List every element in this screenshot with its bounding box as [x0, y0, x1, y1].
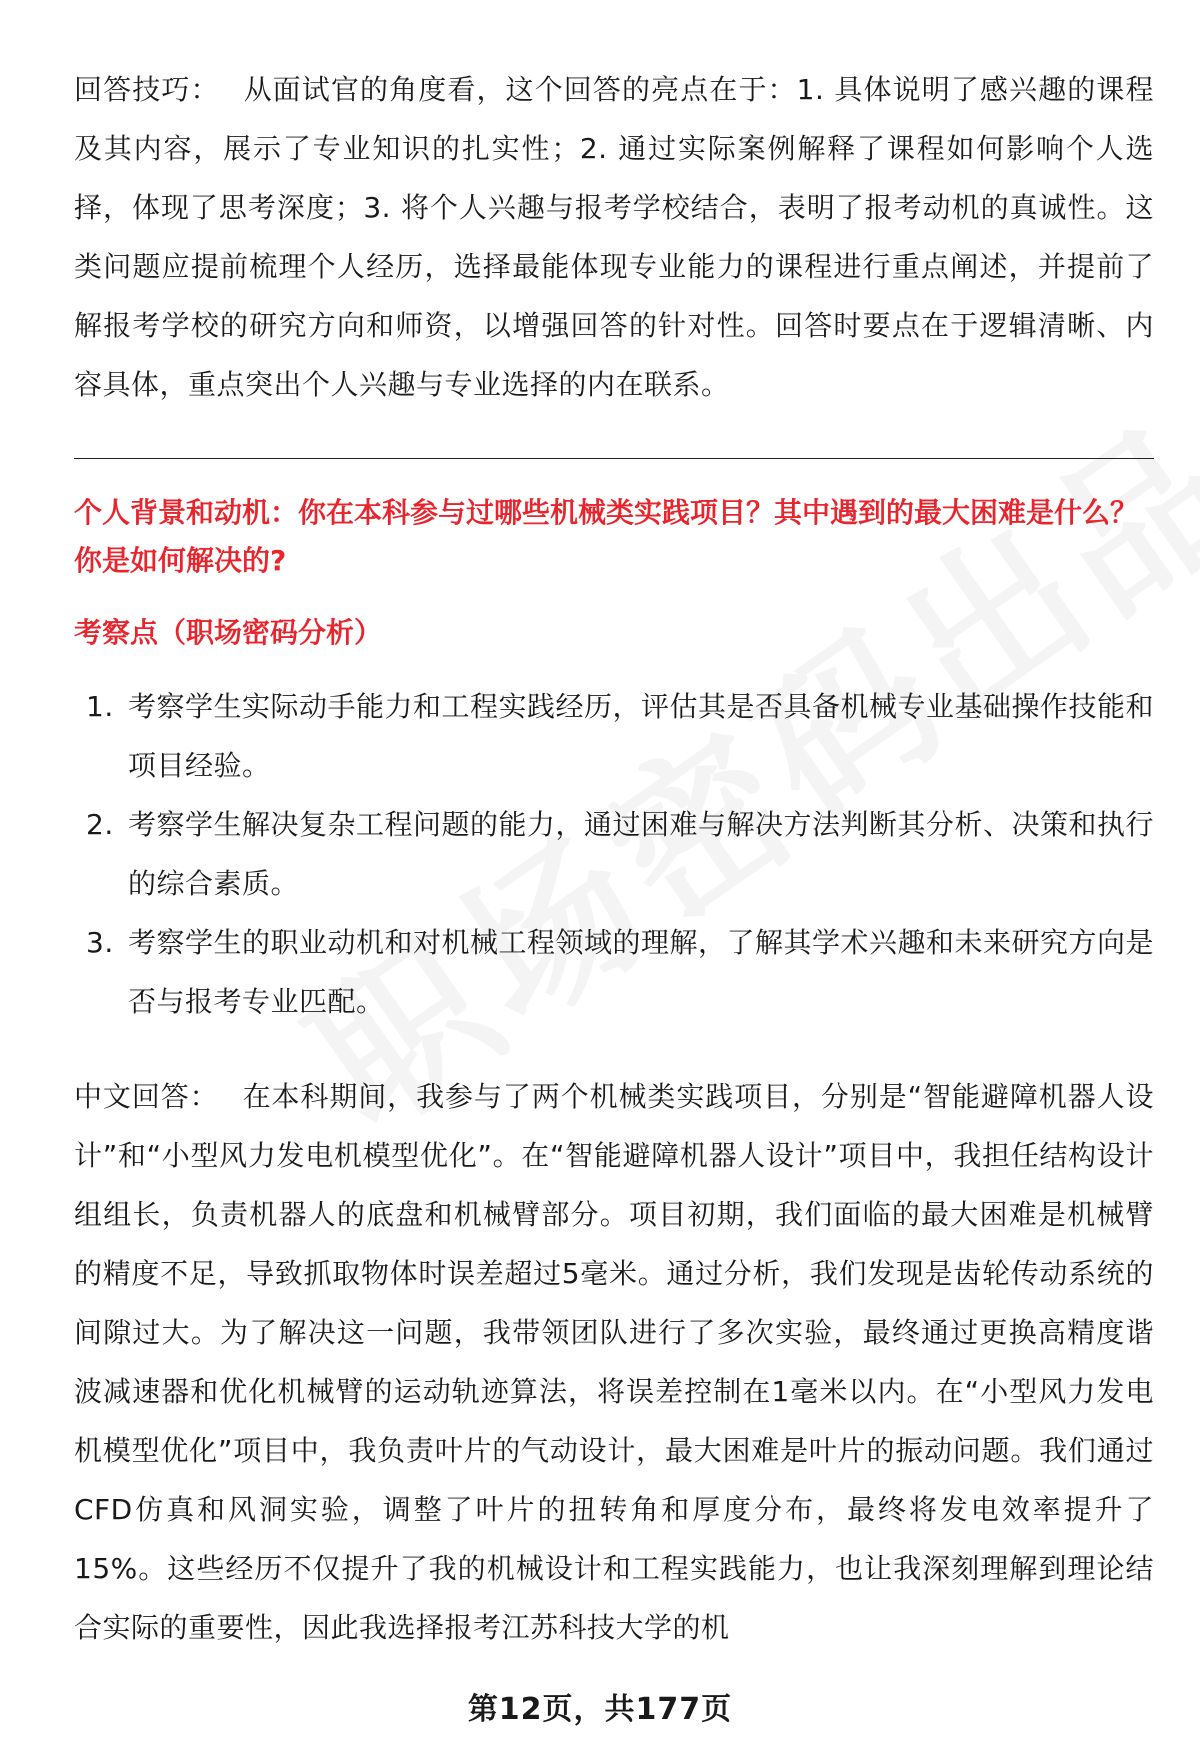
focus-heading: 考察点（职场密码分析） [74, 616, 383, 649]
list-item [74, 677, 1154, 795]
list-item [74, 913, 1154, 1031]
list-item-number: 2. [86, 808, 114, 841]
answer-text: 在本科期间，我参与了两个机械类实践项目，分别是“智能避障机器人设计”和“小型风力发电机模型优化”。在“智能避障机器人设计”项目中，我担任结构设计组组长，负责机器人的底盘和机械臂部分。项目初期，我们面临的最大困难是机械臂的精度不足，导致抓取物体时误差超过5毫米。通过分析，我们发现是齿轮传动系统的间隙过大。为了解决这一问题，我带领团队进行了多次实验，最终通过更换高精度谐波减速器和优化机械臂的运动轨迹算法，将误差控制在1毫米以内。在“小型风力发电机模型优化”项目中，我负责叶片的气动设计，最大困难是叶片的振动问题。我们通过CFD仿真和风洞实验，调整了叶片的扭转角和厚度分布，最终将发电效率提升了15%。这些经历不仅提升了我的机械设计和工程实践能力，也让我深刻理解到理论结合实际的重要性，因此我选择报考江苏科技大学的机 [74, 1080, 1154, 1644]
list-item-text: 考察学生的职业动机和对机械工程领域的理解，了解其学术兴趣和未来研究方向是否与报考专业匹配。 [128, 926, 1155, 1018]
tips-text: 从面试官的角度看，这个回答的亮点在于：1. 具体说明了感兴趣的课程及其内容，展示了专业知识的扎实性；2. 通过实际案例解释了课程如何影响个人选择，体现了思考深度；3. 将个人兴趣与报考学校结合，表明了报考动机的真诚性。这类问题应提前梳理个人经历，选择最能体现专业能力的课程进行重点阐述，并提前了解报考学校的研究方向和师资，以增强回答的针对性。回答时要点在于逻辑清晰、内容具体，重点突出个人兴趣与专业选择的内在联系。 [74, 73, 1154, 401]
answer-label: 中文回答： [74, 1080, 219, 1113]
document-page [74, 60, 1154, 1657]
page-number: 第12页，共177页 [467, 1692, 733, 1727]
list-item-number: 1. [86, 690, 114, 723]
section-divider [74, 458, 1154, 459]
tips-label: 回答技巧： [74, 73, 220, 106]
focus-list [74, 677, 1154, 1031]
chinese-answer-paragraph [74, 1067, 1154, 1657]
list-item-text: 考察学生实际动手能力和工程实践经历，评估其是否具备机械专业基础操作技能和项目经验。 [128, 690, 1155, 782]
list-item [74, 795, 1154, 913]
question-heading: 个人背景和动机：你在本科参与过哪些机械类实践项目？其中遇到的最大困难是什么？你是如何解决的? [74, 496, 1139, 577]
list-item-number: 3. [86, 926, 114, 959]
answer-tips-paragraph [74, 60, 1154, 414]
list-item-text: 考察学生解决复杂工程问题的能力，通过困难与解决方法判断其分析、决策和执行的综合素质。 [128, 808, 1155, 900]
